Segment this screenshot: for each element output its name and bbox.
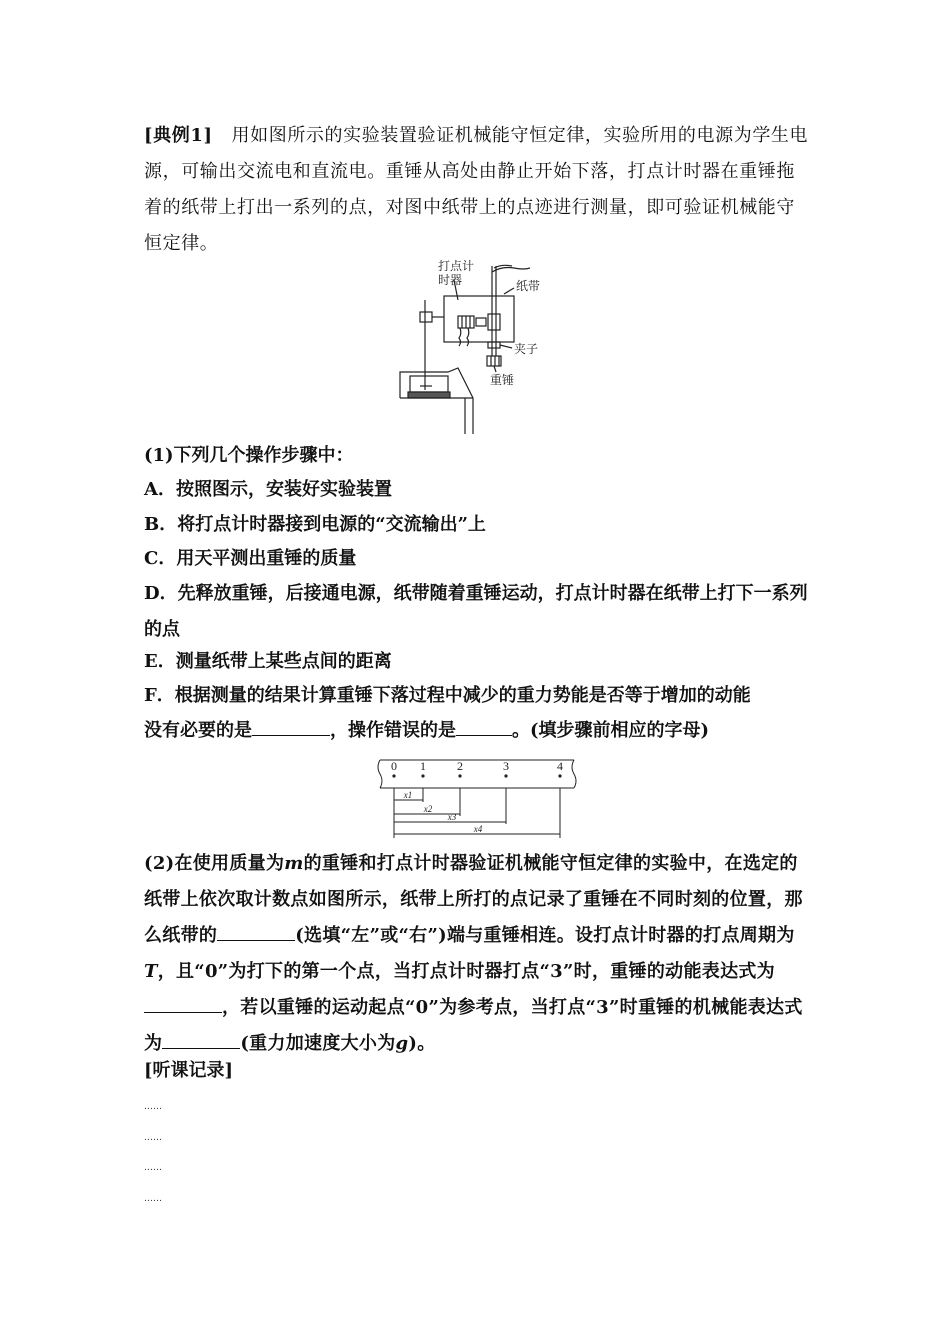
segment-x1: x1	[403, 790, 413, 800]
example-paragraph	[144, 118, 810, 262]
answer-blank-5[interactable]	[162, 1030, 240, 1049]
q2-text-6: (重力加速度大小为	[240, 1033, 396, 1054]
q1-question-c: 。(填步骤前相应的字母)	[512, 720, 710, 741]
answer-blank-2[interactable]	[456, 717, 512, 736]
q2-text-1: (2)在使用质量为	[144, 853, 285, 874]
q1-question-a: 没有必要的是	[144, 720, 252, 741]
label-weight: 重锤	[490, 373, 515, 387]
example-text: 用如图所示的实验装置验证机械能守恒定律，实验所用的电源为学生电源，可输出交流电和直流电。重锤从高处由静止开始下落，打点计时器在重锤拖着的纸带上打出一系列的点，对图中纸带上的点迹进行测量，即可验证机械能守恒定律。	[144, 125, 809, 254]
q1-option-f: F．根据测量的结果计算重锤下落过程中减少的重力势能是否等于增加的动能	[144, 685, 751, 706]
q1-option-e: E．测量纸带上某些点间的距离	[144, 651, 392, 672]
answer-blank-1[interactable]	[252, 717, 330, 736]
point-label-3: 3	[503, 759, 509, 773]
q2-text-2: 的重锤和打点计时器验证机械能守恒定律的实验中，在选定的纸带上依次取计数点如图所示，纸带上所打的点记录了重锤在不同时刻的位置，那么纸带的	[144, 853, 803, 946]
q1-intro: (1)下列几个操作步骤中：	[144, 445, 354, 466]
example-label: [典例1]	[144, 125, 213, 146]
notes-line-2[interactable]: ……	[144, 1133, 162, 1143]
q1-option-b: B．将打点计时器接到电源的“交流输出”上	[144, 514, 486, 535]
q2-var-g: g	[395, 1033, 409, 1054]
q2-text-4: ，且“0”为打下的第一个点，当打点计时器打点“3”时，重锤的动能表达式为	[157, 961, 775, 982]
point-label-2: 2	[457, 759, 463, 773]
q1-question	[144, 713, 810, 749]
q2-text-5: ，若以重锤的运动起点“0”为参考点，当打点“3”时重锤的机械能表达式为	[144, 997, 803, 1054]
point-label-0: 0	[391, 759, 397, 773]
tape-figure	[374, 758, 580, 840]
q1-question-b: ，操作错误的是	[330, 720, 456, 741]
point-label-4: 4	[557, 759, 563, 773]
segment-x4: x4	[473, 824, 483, 834]
q1-option-a: A．按照图示，安装好实验装置	[144, 479, 392, 500]
apparatus-figure	[398, 258, 556, 434]
q1-option-c: C．用天平测出重锤的质量	[144, 548, 357, 569]
q2-var-m: m	[284, 853, 304, 874]
label-clip: 夹子	[514, 342, 539, 356]
answer-blank-3[interactable]	[217, 922, 295, 941]
notes-line-4[interactable]: ……	[144, 1194, 162, 1204]
segment-x2: x2	[423, 804, 433, 814]
q2-var-T: T	[144, 961, 158, 982]
label-timer-1: 打点计	[438, 259, 475, 273]
label-tape: 纸带	[516, 279, 541, 293]
point-label-1: 1	[420, 759, 426, 773]
notes-line-1[interactable]: ……	[144, 1102, 162, 1112]
answer-blank-4[interactable]	[144, 994, 222, 1013]
q2-text-7: )。	[408, 1033, 436, 1054]
q2-paragraph	[144, 846, 810, 1062]
notes-line-3[interactable]: ……	[144, 1163, 162, 1173]
notes-title: [听课记录]	[144, 1060, 234, 1081]
q2-text-3: (选填“左”或“右”)端与重锤相连。设打点计时器的打点周期为	[295, 925, 795, 946]
segment-x3: x3	[447, 812, 457, 822]
label-timer-2: 时器	[438, 273, 463, 287]
q1-option-d: D．先释放重锤，后接通电源，纸带随着重锤运动，打点计时器在纸带上打下一系列的点	[144, 583, 808, 640]
